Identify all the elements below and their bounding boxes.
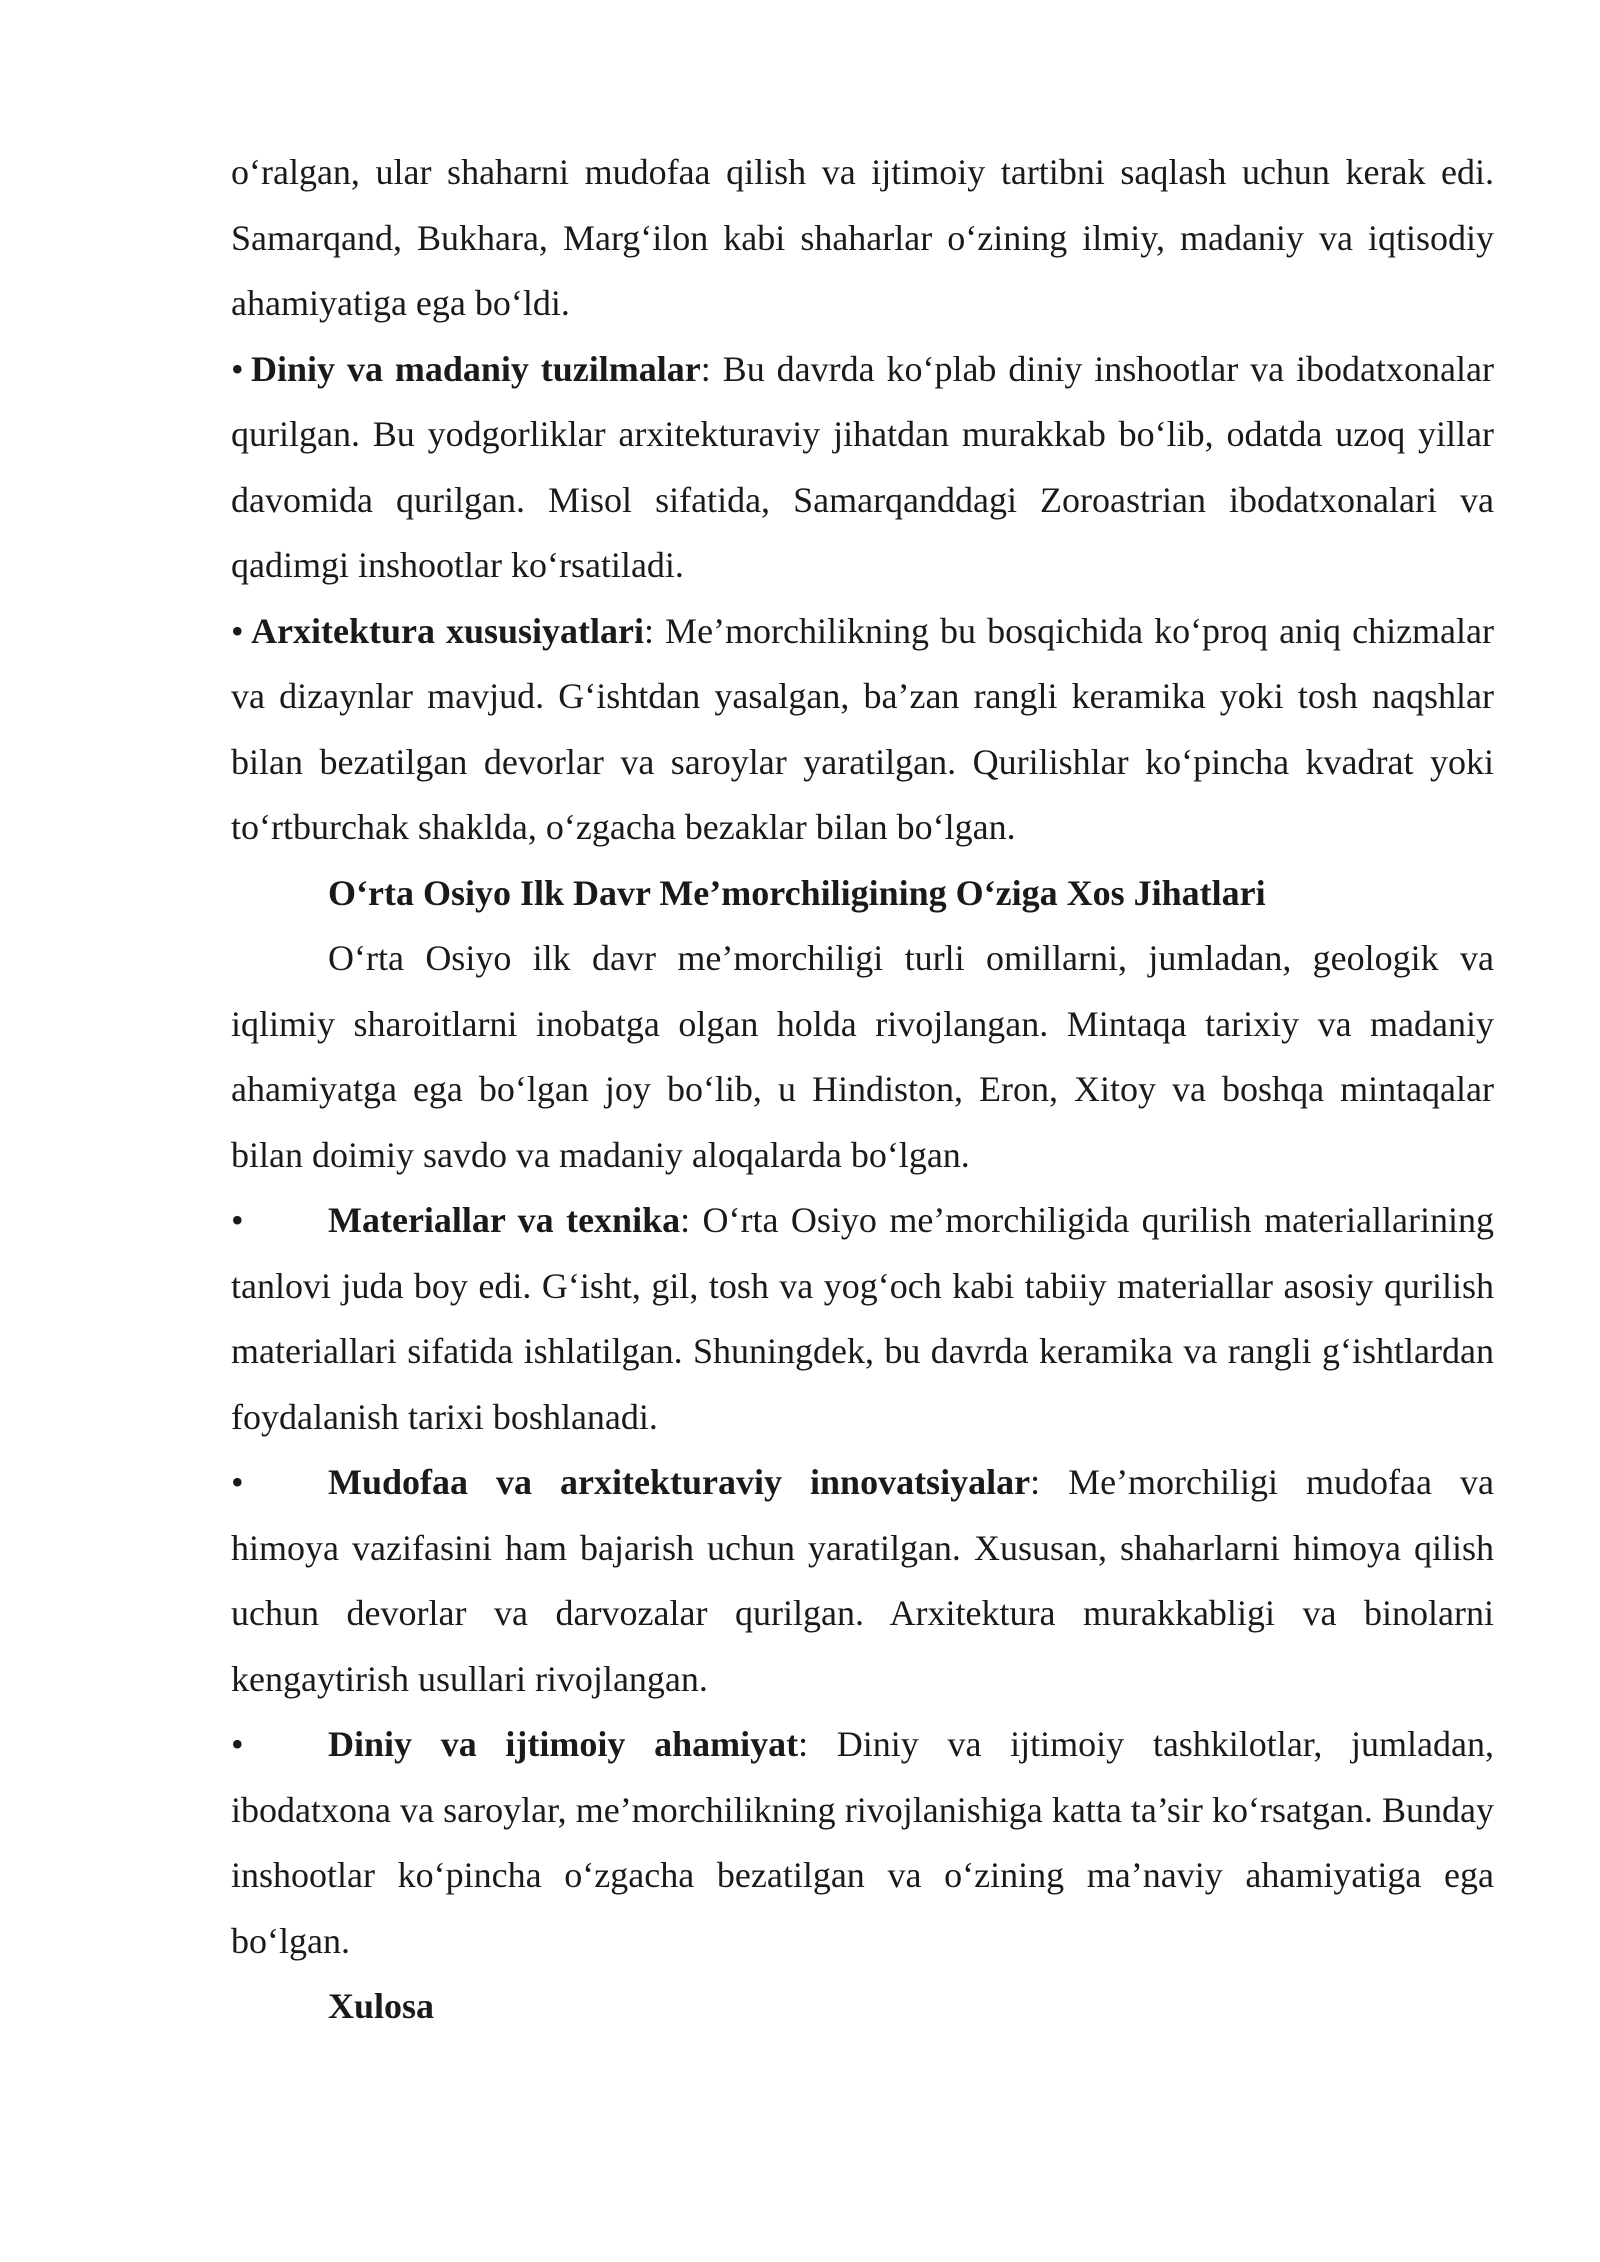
paragraph-intro: O‘rta Osiyo ilk davr me’morchiligi turli omillarni, jumladan, geologik va iqlimiy sharoitlarni inobatga olgan holda rivojlangan. Mintaqa tarixiy va madaniy ahamiyatga ega bo‘lgan joy bo‘lib, u Hindiston, Eron, Xitoy va boshqa mintaqalar bilan doimiy savdo va madaniy aloqalarda bo‘lgan. xyxy=(231,938,1494,1175)
bullet-text: : Me’morchiligi mudofaa va himoya vazifasini ham bajarish uchun yaratilgan. Xususan, shaharlarni himoya qilish uchun devorlar va darvozalar qurilgan. Arxitektura murakkabligi va binolarni kengaytirish usullari rivojlangan. xyxy=(231,1462,1494,1699)
section-heading: O‘rta Osiyo Ilk Davr Me’morchiligining O‘ziga Xos Jihatlari xyxy=(328,872,1266,913)
bullet-term: Materiallar va texnika xyxy=(328,1200,681,1240)
bullet-term: Diniy va ijtimoiy ahamiyat xyxy=(328,1724,799,1764)
list-item-religious-structures xyxy=(231,337,1494,599)
list-item-social-significance xyxy=(231,1712,1494,1974)
bullet-term: Diniy va madaniy tuzilmalar xyxy=(251,348,701,389)
list-item-materials xyxy=(231,1188,1494,1450)
bullet-icon: • xyxy=(231,348,244,389)
bullet-text: : Bu davrda ko‘plab diniy inshootlar va ibodatxonalar qurilgan. Bu yodgorliklar arxitekturaviy jihatdan murakkab bo‘lib, odatda uzoq yillar davomida qurilgan. Misol sifatida, Samarqanddagi Zoroastrian ibodatxonalari va qadimgi inshootlar ko‘rsatiladi. xyxy=(231,348,1494,585)
list-item-defense xyxy=(231,1450,1494,1712)
conclusion-heading: Xulosa xyxy=(328,1986,435,2026)
bullet-term: Arxitektura xususiyatlari xyxy=(251,610,645,651)
bullet-icon: • xyxy=(231,1724,244,1764)
paragraph-cities: o‘ralgan, ular shaharni mudofaa qilish va ijtimoiy tartibni saqlash uchun kerak edi. Samarqand, Bukhara, Marg‘ilon kabi shaharlar o‘zining ilmiy, madaniy va iqtisodiy ahamiyatiga ega bo‘ldi. xyxy=(231,152,1494,323)
bullet-icon: • xyxy=(231,610,244,651)
bullet-icon: • xyxy=(231,1462,244,1502)
bullet-text: : Me’morchilikning bu bosqichida ko‘proq aniq chizmalar va dizaynlar mavjud. G‘ishtdan yasalgan, ba’zan rangli keramika yoki tosh naqshlar bilan bezatilgan devorlar va saroylar yaratilgan. Qurilishlar ko‘pincha kvadrat yoki to‘rtburchak shaklda, o‘zgacha bezaklar bilan bo‘lgan. xyxy=(231,610,1494,847)
bullet-term: Mudofaa va arxitekturaviy innovatsiyalar xyxy=(328,1462,1031,1502)
document-page xyxy=(231,140,1494,2040)
bullet-text: : Diniy va ijtimoiy tashkilotlar, jumladan, ibodatxona va saroylar, me’morchilikning rivojlanishiga katta ta’sir ko‘rsatgan. Bunday inshootlar ko‘pincha o‘zgacha bezatilgan va o‘zining ma’naviy ahamiyatiga ega bo‘lgan. xyxy=(231,1724,1494,1961)
list-item-architecture-features xyxy=(231,599,1494,861)
bullet-icon: • xyxy=(231,1200,244,1240)
bullet-text: : O‘rta Osiyo me’morchiligida qurilish materiallarining tanlovi juda boy edi. G‘isht, gil, tosh va yog‘och kabi tabiiy materiallar asosiy qurilish materiallari sifatida ishlatilgan. Shuningdek, bu davrda keramika va rangli g‘ishtlardan foydalanish tarixi boshlanadi. xyxy=(231,1200,1494,1437)
